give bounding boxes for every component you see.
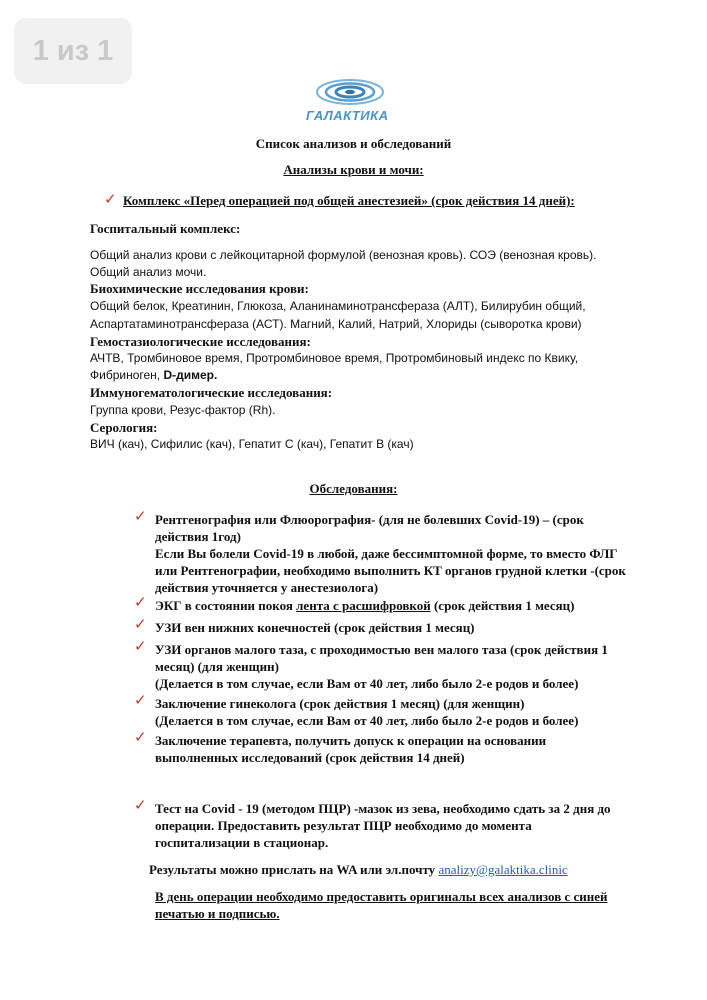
hemostasis-line: АЧТВ, Тромбиновое время, Протромбиновое время, Протромбиновый индекс по Квику, — [90, 351, 579, 365]
checkmark-icon: ✓ — [134, 507, 147, 525]
section-exams-heading: Обследования: — [309, 481, 398, 496]
results-text: Результаты можно прислать на WA или эл.почту — [149, 862, 439, 877]
xray-line: Рентгенография или Флюорография- (для не болевших Covid-19) – (срок — [155, 512, 584, 527]
email-link[interactable]: analizy@galaktika.clinic — [438, 862, 568, 877]
biochem-line: Общий белок, Креатинин, Глюкоза, Аланинаминотрансфераза (АЛТ), Билирубин общий, — [90, 299, 586, 313]
gyn-line: Заключение гинеколога (срок действия 1 месяц) (для женщин) — [155, 696, 525, 711]
covid-line: госпитализации в стационар. — [155, 835, 329, 850]
ecg-validity: (срок действия 1 месяц) — [430, 598, 575, 613]
final-note-line: печатью и подписью. — [155, 906, 280, 921]
xray-line: Если Вы болели Covid-19 в любой, даже бессимптомной форме, то вместо ФЛГ — [155, 546, 618, 561]
checkmark-icon: ✓ — [104, 190, 117, 208]
ecg-line — [155, 598, 574, 614]
clinic-logo — [300, 76, 400, 126]
therapist-line: выполненных исследований (срок действия 14 дней) — [155, 750, 465, 765]
covid-line: операции. Предоставить результат ПЦР необходимо до момента — [155, 818, 532, 833]
biochem-line: Аспартатаминотрансфераза (АСТ). Магний, Калий, Натрий, Хлориды (сыворотка крови) — [90, 317, 582, 331]
checkmark-icon: ✓ — [134, 796, 147, 814]
hospital-complex-heading: Госпитальный комплекс: — [90, 221, 241, 236]
checkmark-icon: ✓ — [134, 593, 147, 611]
hospital-complex-line: Общий анализ крови с лейкоцитарной формулой (венозная кровь). СОЭ (венозная кровь). — [90, 248, 597, 262]
hemostasis-heading: Гемостазиологические исследования: — [90, 334, 311, 349]
uzi-pelvis-line: УЗИ органов малого таза, с проходимостью вен малого таза (срок действия 1 — [155, 642, 608, 657]
checkmark-icon: ✓ — [134, 728, 147, 746]
page-indicator: 1 из 1 — [14, 18, 132, 84]
serology-line: ВИЧ (кач), Сифилис (кач), Гепатит С (кач), Гепатит В (кач) — [90, 437, 414, 451]
ecg-text: ЭКГ в состоянии покоя — [155, 598, 297, 613]
uzi-pelvis-line: (Делается в том случае, если Вам от 40 лет, либо было 2-е родов и более) — [155, 676, 579, 691]
uzi-pelvis-line: месяц) (для женщин) — [155, 659, 279, 674]
results-line — [149, 862, 568, 878]
biochem-heading: Биохимические исследования крови: — [90, 281, 309, 296]
complex-title: Комплекс «Перед операцией под общей анестезией» (срок действия 14 дней): — [123, 193, 575, 208]
serology-heading: Серология: — [90, 420, 158, 435]
checkmark-icon: ✓ — [134, 637, 147, 655]
uzi-legs-line: УЗИ вен нижних конечностей (срок действия 1 месяц) — [155, 620, 475, 635]
hospital-complex-line: Общий анализ мочи. — [90, 265, 207, 279]
document-title: Список анализов и обследований — [255, 136, 452, 151]
d-dimer-label: D-димер. — [163, 368, 218, 382]
xray-line: или Рентгенографии, необходимо выполнить КТ органов грудной клетки -(срок — [155, 563, 626, 578]
final-note-line: В день операции необходимо предоставить оригиналы всех анализов с синей — [155, 889, 608, 904]
section-blood-heading: Анализы крови и мочи: — [283, 162, 424, 177]
checkmark-icon: ✓ — [134, 615, 147, 633]
gyn-line: (Делается в том случае, если Вам от 40 лет, либо было 2-е родов и более) — [155, 713, 579, 728]
xray-line: действия уточняется у анестезиолога) — [155, 580, 379, 595]
ecg-tape-note: лента с расшифровкой — [296, 598, 431, 613]
covid-line: Тест на Covid - 19 (методом ПЦР) -мазок из зева, необходимо сдать за 2 дня до — [155, 801, 611, 816]
xray-line: действия 1год) — [155, 529, 241, 544]
immuno-heading: Иммуногематологические исследования: — [90, 385, 333, 400]
immuno-line: Группа крови, Резус-фактор (Rh). — [90, 403, 276, 417]
therapist-line: Заключение терапевта, получить допуск к операции на основании — [155, 733, 547, 748]
hemostasis-line — [90, 368, 217, 382]
galaktika-swirl-icon — [314, 76, 386, 108]
hemostasis-line-text: Фибриноген, — [90, 368, 164, 382]
logo-name: ГАЛАКТИКА — [306, 108, 389, 123]
checkmark-icon: ✓ — [134, 691, 147, 709]
